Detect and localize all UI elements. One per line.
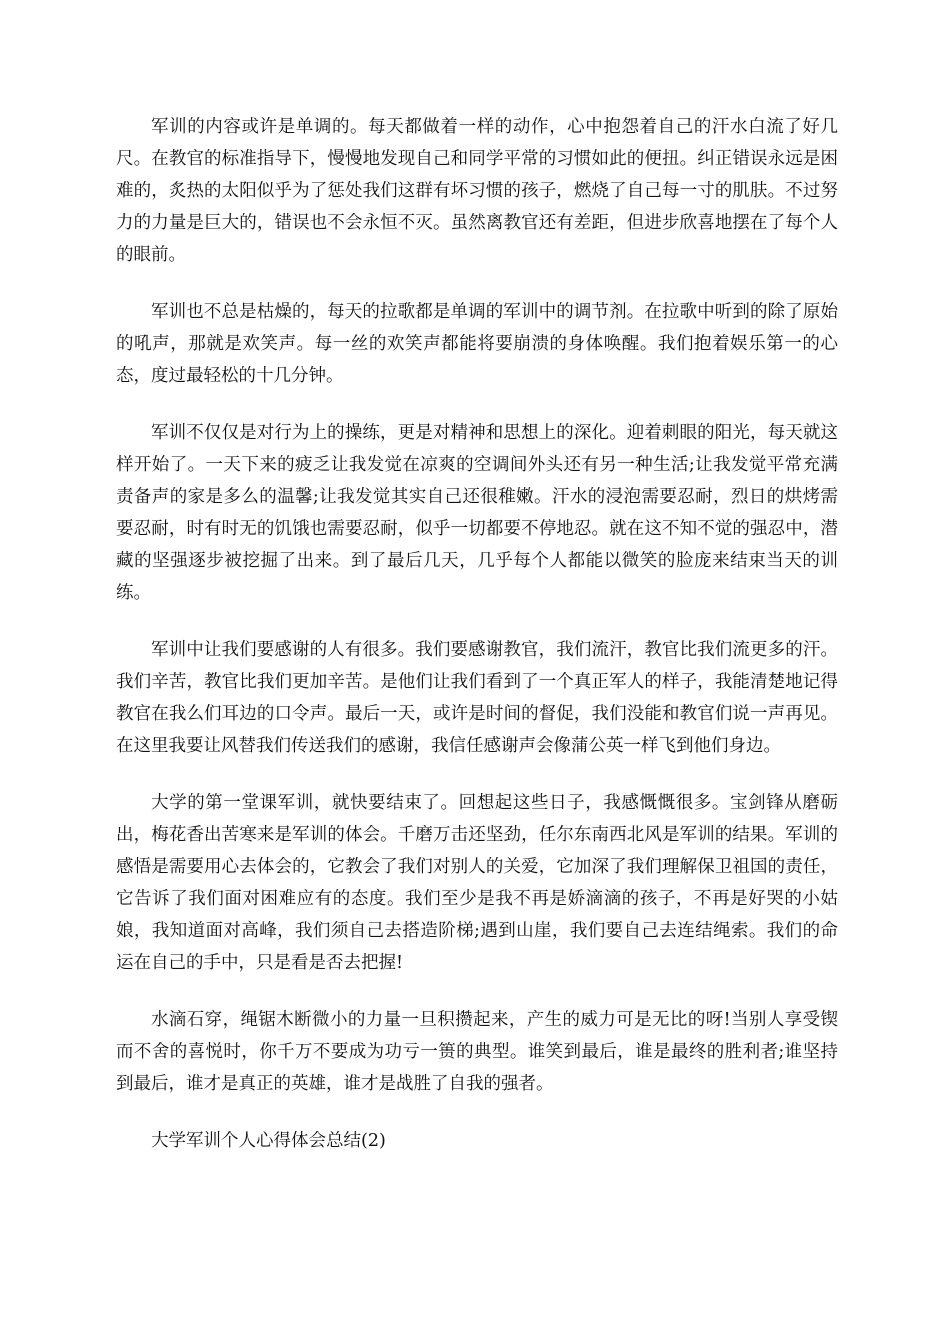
- paragraph-5: 大学的第一堂课军训，就快要结束了。回想起这些日子，我感慨慨很多。宝剑锋从磨砺出，梅花香出苦寒来是军训的体会。千磨万击还坚劲，任尔东南西北风是军训的结果。军训的感悟是需要用心去体会的，它教会了我们对别人的关爱，它加深了我们理解保卫祖国的责任，它告诉了我们面对困难应有的态度。我们至少是我不再是娇滴滴的孩子，不再是好哭的小姑娘，我知道面对高峰，我们须自己去搭造阶梯;遇到山崖，我们要自己去连结绳索。我们的命运在自己的手中，只是看是否去把握!: [116, 793, 838, 973]
- section-heading: 大学军训个人心得体会总结(2): [151, 1131, 386, 1151]
- paragraph-3: 军训不仅仅是对行为上的操练，更是对精神和思想上的深化。迎着刺眼的阳光，每天就这样开始了。一天下来的疲乏让我发觉在凉爽的空调间外头还有另一种生活;让我发觉平常充满责备声的家是多么的温馨;让我发觉其实自己还很稚嫩。汗水的浸泡需要忍耐，烈日的烘烤需要忍耐，时有时无的饥饿也需要忍耐，似乎一切都要不停地忍。就在这不知不觉的强忍中，潜藏的坚强逐步被挖掘了出来。到了最后几天，几乎每个人都能以微笑的脸庞来结束当天的训练。: [116, 423, 838, 603]
- paragraph-2: 军训也不总是枯燥的，每天的拉歌都是单调的军训中的调节剂。在拉歌中听到的除了原始的吼声，那就是欢笑声。每一丝的欢笑声都能将要崩溃的身体唤醒。我们抱着娱乐第一的心态，度过最轻松的十几分钟。: [116, 302, 838, 386]
- document-body: [116, 111, 838, 1157]
- paragraph-6: 水滴石穿，绳锯木断微小的力量一旦积攒起来，产生的威力可是无比的呀!当别人享受锲而不舍的喜悦时，你千万不要成为功亏一篑的典型。谁笑到最后，谁是最终的胜利者;谁坚持到最后，谁才是真正的英雄，谁才是战胜了自我的强者。: [116, 1010, 838, 1094]
- paragraph-4: 军训中让我们要感谢的人有很多。我们要感谢教官，我们流汗，教官比我们流更多的汗。我们辛苦，教官比我们更加辛苦。是他们让我们看到了一个真正军人的样子，我能清楚地记得教官在我么们耳边的口令声。最后一天，或许是时间的督促，我们没能和教官们说一声再见。在这里我要让风替我们传送我们的感谢，我信任感谢声会像蒲公英一样飞到他们身边。: [116, 640, 838, 756]
- paragraph-1: 军训的内容或许是单调的。每天都做着一样的动作，心中抱怨着自己的汗水白流了好几尺。在教官的标准指导下，慢慢地发现自己和同学平常的习惯如此的便扭。纠正错误永远是困难的，炙热的太阳似乎为了惩处我们这群有坏习惯的孩子，燃烧了自己每一寸的肌肤。不过努力的力量是巨大的，错误也不会永恒不灭。虽然离教官还有差距，但进步欣喜地摆在了每个人的眼前。: [116, 117, 838, 265]
